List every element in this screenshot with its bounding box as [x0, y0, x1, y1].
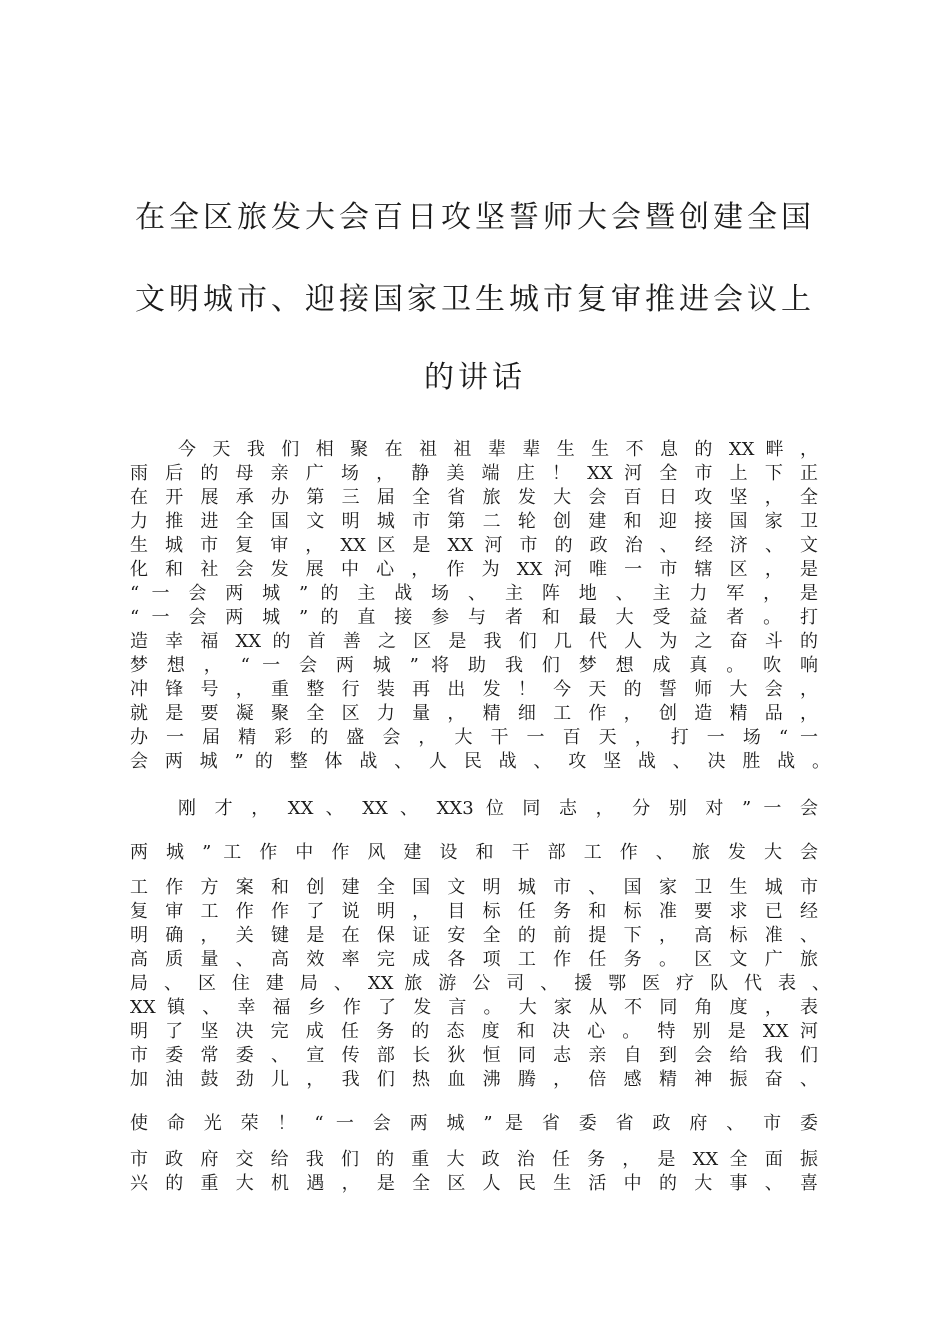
paragraph-1-line: 会 两 城 ” 的 整 体 战 、 人 民 战 、 攻 坚 战 、 决 胜 战 。	[130, 751, 830, 772]
paragraph-1-line: 生 城 市 复 审 ， XX 区 是 XX 河 市 的 政 治 、 经 济 、 文	[130, 535, 818, 556]
paragraph-1-line: 雨 后 的 母 亲 广 场 ， 静 美 端 庄 ！ XX 河 全 市 上 下 正	[130, 463, 818, 484]
paragraph-2-line: 使 命 光 荣 ！ “ 一 会 两 城 ” 是 省 委 省 政 府 、 市 委	[130, 1113, 818, 1134]
paragraph-2-line: 兴 的 重 大 机 遇 ， 是 全 区 人 民 生 活 中 的 大 事 、 喜	[130, 1173, 818, 1194]
paragraph-1-line: 力 推 进 全 国 文 明 城 市 第 二 轮 创 建 和 迎 接 国 家 卫	[130, 511, 818, 532]
paragraph-2-line: XX 镇 、 幸 福 乡 作 了 发 言 。 大 家 从 不 同 角 度 ， 表	[130, 997, 818, 1018]
title-line-1: 在全区旅发大会百日攻坚誓师大会暨创建全国	[135, 200, 815, 235]
title-line-2: 文明城市、迎接国家卫生城市复审推进会议上	[135, 282, 815, 317]
paragraph-2-line: 复 审 工 作 作 了 说 明 ， 目 标 任 务 和 标 准 要 求 已 经	[130, 901, 818, 922]
paragraph-1-line: “ 一 会 两 城 ” 的 主 战 场 、 主 阵 地 、 主 力 军 ， 是	[130, 583, 818, 604]
paragraph-1-line: 今 天 我 们 相 聚 在 祖 祖 辈 辈 生 生 不 息 的 XX 畔 ，	[178, 439, 818, 460]
paragraph-2-line: 明 了 坚 决 完 成 任 务 的 态 度 和 决 心 。 特 别 是 XX 河	[130, 1021, 818, 1042]
paragraph-2-line: 加 油 鼓 劲 儿 ， 我 们 热 血 沸 腾 ， 倍 感 精 神 振 奋 、	[130, 1069, 818, 1090]
paragraph-1-line: 办 一 届 精 彩 的 盛 会 ， 大 干 一 百 天 ， 打 一 场 “ 一	[130, 727, 818, 748]
paragraph-2-line: 明 确 ， 关 键 是 在 保 证 安 全 的 前 提 下 ， 高 标 准 、	[130, 925, 818, 946]
paragraph-1-line: “ 一 会 两 城 ” 的 直 接 参 与 者 和 最 大 受 益 者 。 打	[130, 607, 818, 628]
paragraph-1-line: 造 幸 福 XX 的 首 善 之 区 是 我 们 几 代 人 为 之 奋 斗 的	[130, 631, 818, 652]
paragraph-2-line: 刚 才 ， XX 、 XX 、 XX3 位 同 志 ， 分 别 对 ” 一 会	[178, 798, 818, 819]
paragraph-2-line: 局 、 区 住 建 局 、 XX 旅 游 公 司 、 援 鄂 医 疗 队 代 表 、	[130, 973, 830, 994]
paragraph-1-line: 化 和 社 会 发 展 中 心 ， 作 为 XX 河 唯 一 市 辖 区 ， 是	[130, 559, 818, 580]
paragraph-2-line: 市 政 府 交 给 我 们 的 重 大 政 治 任 务 ， 是 XX 全 面 振	[130, 1149, 818, 1170]
paragraph-2-line: 工 作 方 案 和 创 建 全 国 文 明 城 市 、 国 家 卫 生 城 市	[130, 877, 818, 898]
paragraph-2-line: 高 质 量 、 高 效 率 完 成 各 项 工 作 任 务 。 区 文 广 旅	[130, 949, 818, 970]
paragraph-1-line: 就 是 要 凝 聚 全 区 力 量 ， 精 细 工 作 ， 创 造 精 品 ，	[130, 703, 818, 724]
title-line-3: 的讲话	[424, 360, 526, 395]
paragraph-1-line: 在 开 展 承 办 第 三 届 全 省 旅 发 大 会 百 日 攻 坚 ， 全	[130, 487, 818, 508]
paragraph-2-line: 两 城 ” 工 作 中 作 风 建 设 和 干 部 工 作 、 旅 发 大 会	[130, 842, 818, 863]
paragraph-1-line: 冲 锋 号 ， 重 整 行 装 再 出 发 ！ 今 天 的 誓 师 大 会 ，	[130, 679, 818, 700]
paragraph-2-line: 市 委 常 委 、 宣 传 部 长 狄 恒 同 志 亲 自 到 会 给 我 们	[130, 1045, 818, 1066]
paragraph-1-line: 梦 想 ， “ 一 会 两 城 ” 将 助 我 们 梦 想 成 真 。 吹 响	[130, 655, 818, 676]
